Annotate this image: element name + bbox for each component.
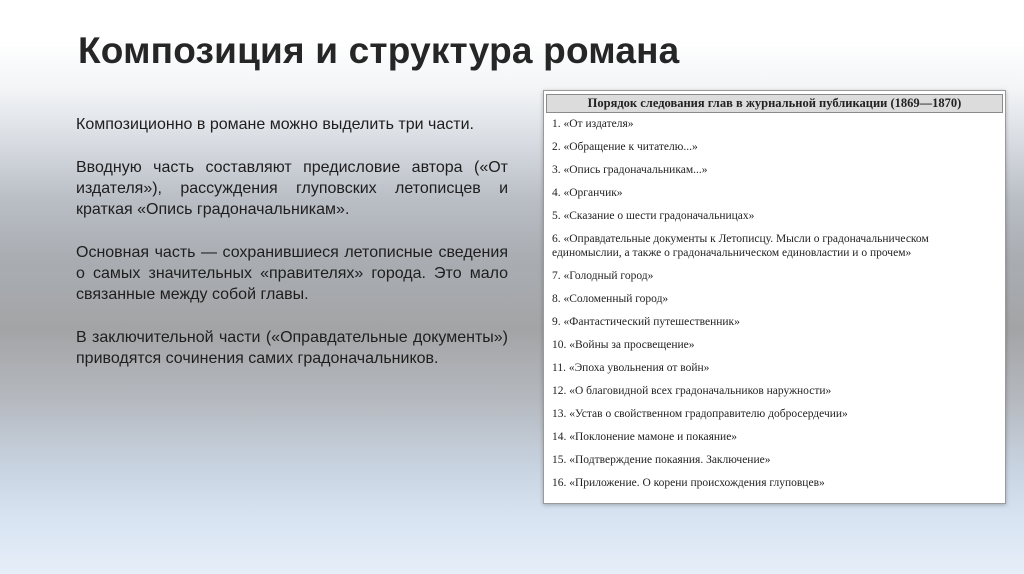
chapter-item: 1. «От издателя» [552, 118, 634, 130]
chapter-item: 15. «Подтверждение покаяния. Заключение» [552, 454, 771, 466]
chapter-item: 3. «Опись градоначальникам...» [552, 164, 708, 176]
chapter-item: 9. «Фантастический путешественник» [552, 316, 740, 328]
chapter-order-table [543, 90, 1006, 504]
chapter-list [544, 113, 1005, 495]
slide-body [76, 114, 508, 391]
chapter-item: 6. «Оправдательные документы к Летописцу. Мысли о градоначальническом единомыслии, а также о градоначальническом единовластии и о прочем» [552, 233, 929, 259]
chapter-item: 12. «О благовидной всех градоначальников наружности» [552, 385, 832, 397]
chapter-item: 14. «Поклонение мамоне и покаяние» [552, 431, 738, 443]
table-header: Порядок следования глав в журнальной публикации (1869—1870) [546, 94, 1003, 113]
chapter-item: 10. «Войны за просвещение» [552, 339, 695, 351]
paragraph-introductory-part: Вводную часть составляют предисловие автора («От издателя»), рассуждения глуповских летописцев и краткая «Опись градоначальникам». [76, 159, 508, 218]
chapter-item: 2. «Обращение к читателю...» [552, 141, 698, 153]
chapter-item: 16. «Приложение. О корени происхождения глуповцев» [552, 477, 825, 489]
chapter-item: 13. «Устав о свойственном градоправителю добросердечии» [552, 408, 848, 420]
chapter-item: 5. «Сказание о шести градоначальницах» [552, 210, 755, 222]
chapter-item: 11. «Эпоха увольнения от войн» [552, 362, 710, 374]
chapter-item: 8. «Соломенный город» [552, 293, 669, 305]
paragraph-intro: Композиционно в романе можно выделить три части. [76, 116, 474, 133]
slide-title: Композиция и структура романа [78, 30, 680, 71]
chapter-item: 7. «Голодный город» [552, 270, 654, 282]
chapter-item: 4. «Органчик» [552, 187, 623, 199]
paragraph-final-part: В заключительной части («Оправдательные документы») приводятся сочинения самих градоначальников. [76, 329, 508, 367]
paragraph-main-part: Основная часть — сохранившиеся летописные сведения о самых значительных «правителях» города. Это мало связанные между собой главы. [76, 244, 508, 303]
